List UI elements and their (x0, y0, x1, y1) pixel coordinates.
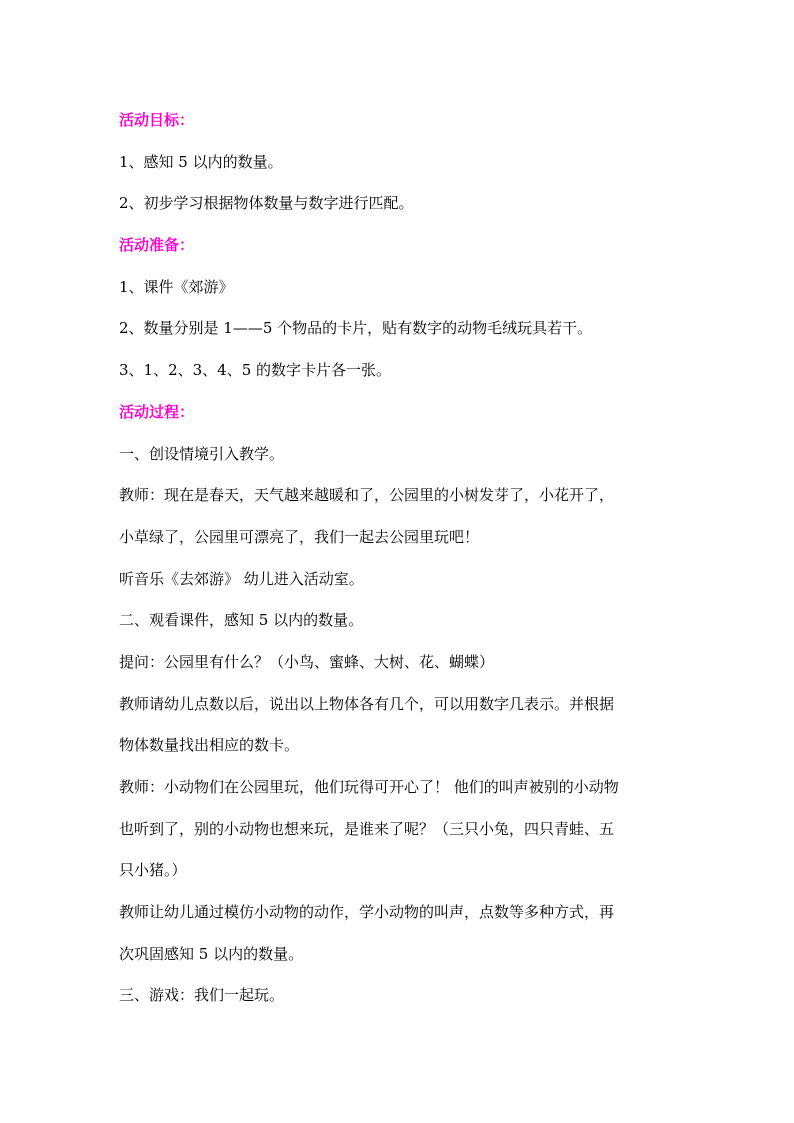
paragraph-line: 教师：小动物们在公园里玩，他们玩得可开心了！ 他们的叫声被别的小动物 (119, 778, 619, 796)
paragraph-line: 二、观看课件，感知 5 以内的数量。 (119, 611, 364, 630)
paragraph-line: 教师让幼儿通过模仿小动物的动作，学小动物的叫声，点数等多种方式，再 (119, 903, 615, 922)
paragraph-line: 教师请幼儿点数以后，说出以上物体各有几个，可以用数字几表示。并根据 (119, 694, 615, 713)
paragraph-line: 一、创设情境引入教学。 (119, 444, 285, 463)
paragraph-line: 1、感知 5 以内的数量。 (119, 152, 283, 171)
paragraph-line: 次巩固感知 5 以内的数量。 (119, 944, 304, 963)
paragraph-line: 听音乐《去郊游》 幼儿进入活动室。 (119, 569, 364, 588)
paragraph-line: 也听到了，别的小动物也想来玩，是谁来了呢？（三只小兔，四只青蛙、五 (119, 819, 615, 838)
paragraph-line: 3、1、2、3、4、5 的数字卡片各一张。 (119, 361, 392, 380)
paragraph-line: 物体数量找出相应的数卡。 (119, 736, 300, 755)
section-heading-preparation: 活动准备： (119, 236, 195, 255)
paragraph-line: 教师：现在是春天，天气越来越暖和了，公园里的小树发芽了，小花开了， (119, 486, 615, 505)
paragraph-line: 2、数量分别是 1——5 个物品的卡片，贴有数字的动物毛绒玩具若干。 (119, 319, 593, 338)
paragraph-line: 提问：公园里有什么？（小鸟、蜜蜂、大树、花、蝴蝶） (119, 652, 495, 671)
paragraph-line: 小草绿了，公园里可漂亮了，我们一起去公园里玩吧！ (119, 527, 480, 546)
paragraph-line: 三、游戏：我们一起玩。 (119, 986, 285, 1005)
section-heading-goals: 活动目标： (119, 111, 195, 129)
section-heading-process: 活动过程： (119, 402, 195, 421)
paragraph-line: 1、课件《郊游》 (119, 277, 234, 296)
paragraph-line: 只小猪。） (119, 861, 187, 880)
document-body (119, 100, 679, 1017)
paragraph-line: 2、初步学习根据物体数量与数字进行匹配。 (119, 194, 414, 213)
